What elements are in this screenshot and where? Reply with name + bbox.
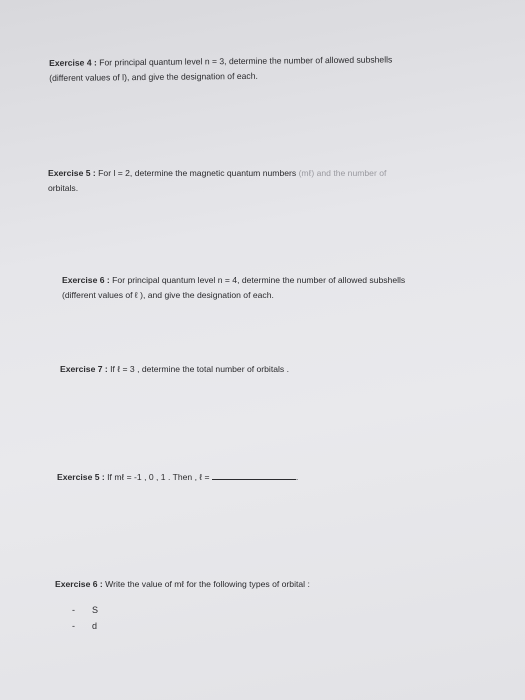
exercise-6-second-title: Exercise 6 : — [55, 579, 103, 589]
orbital-dash: - — [72, 605, 75, 615]
exercise-4-text-1: For principal quantum level n = 3, determine the number of allowed subshells — [96, 54, 393, 68]
exercise-6-second-text-1: Write the value of mℓ for the following types of orbital : — [102, 579, 310, 589]
exercise-6-first — [62, 273, 482, 303]
exercise-6-first-text-2: (different values of ℓ ), and give the designation of each. — [62, 290, 274, 300]
exercise-5-first-line-1 — [48, 166, 468, 181]
orbital-list — [72, 602, 98, 634]
exercise-6-second-line-1 — [55, 577, 475, 592]
orbital-dash: - — [72, 621, 75, 631]
exercise-4-title: Exercise 4 : — [49, 57, 97, 68]
exercise-7-text-1: If ℓ = 3 , determine the total number of orbitals . — [107, 364, 289, 374]
exercise-5-second-line-1 — [57, 470, 477, 485]
exercise-5-first-text-1a: For l = 2, determine the magnetic quantum numbers — [95, 168, 299, 178]
exercise-5-second-title: Exercise 5 : — [57, 472, 105, 482]
exercise-5-first — [48, 166, 468, 196]
orbital-item — [72, 602, 98, 618]
answer-blank[interactable] — [212, 470, 299, 482]
exercise-4 — [49, 52, 469, 86]
exercise-5-second-tail: . — [295, 472, 299, 482]
exercise-7 — [60, 362, 480, 377]
exercise-4-text-2: (different values of l), and give the designation of each. — [49, 70, 258, 83]
orbital-item — [72, 618, 98, 634]
orbital-label: S — [92, 605, 99, 615]
orbital-label: d — [92, 621, 98, 631]
exercise-7-line-1 — [60, 362, 480, 377]
exercise-6-first-text-1: For principal quantum level n = 4, determine the number of allowed subshells — [109, 275, 406, 285]
exercise-5-first-text-2: orbitals. — [48, 183, 79, 193]
exercise-6-first-title: Exercise 6 : — [62, 275, 110, 285]
exercise-6-second — [55, 577, 475, 592]
exercise-6-first-line-1 — [62, 273, 482, 288]
exercise-5-second-text-1: If mℓ = -1 , 0 , 1 . Then , ℓ = — [104, 472, 212, 482]
exercise-5-first-title: Exercise 5 : — [48, 168, 96, 178]
exercise-5-second — [57, 470, 477, 485]
exercise-7-title: Exercise 7 : — [60, 364, 108, 374]
exercise-5-first-text-1b: (mℓ) and the number of — [298, 168, 387, 178]
